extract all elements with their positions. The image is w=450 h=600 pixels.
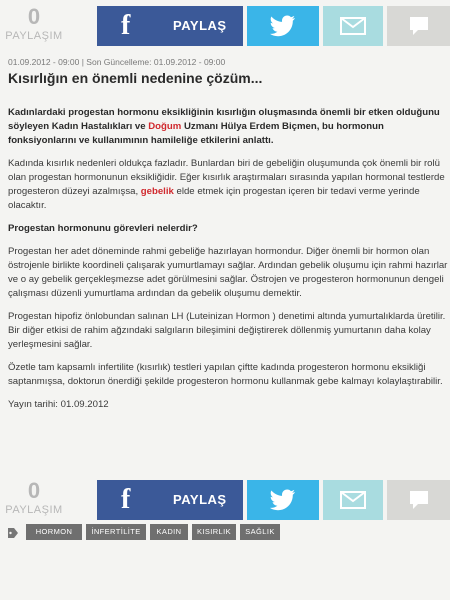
comment-button[interactable] (387, 480, 450, 520)
p1-text-1: Kadında kısırlık nedenleri oldukça fazladır. Bunlardan biri de gebeliğin oluşumunda çok önemli bir rolü olan progestan hormonunun eksikliğidir. Eğer kısırlık araştırmaları sırasında yapılan hormonal testlerde progesteron düzeyi azalmışsa, (8, 158, 445, 197)
share-bar-bottom (0, 480, 450, 520)
p1-text-2: elde etmek için progestan içeren bir tedavi verme yerinde olacaktır. (8, 186, 420, 211)
share-count (4, 6, 64, 46)
paragraph-4: Özetle tam kapsamlı infertilite (kısırlık) testleri yapılan çiftte kadında progesteron hormonu eksikliği saptanmışsa, doktorun önerdiği şekilde progesteron hormonu kullanmak gebe kalmayı kolaylaştırabilir. (8, 362, 443, 387)
tag-hormon[interactable]: HORMON (26, 524, 82, 540)
share-count (4, 480, 64, 520)
twitter-share-button[interactable] (247, 6, 319, 46)
share-count-label: PAYLAŞIM (5, 30, 63, 42)
share-count-label: PAYLAŞIM (5, 504, 63, 516)
facebook-share-button[interactable] (97, 6, 243, 46)
tag-icon (8, 528, 18, 538)
comment-button[interactable] (387, 6, 450, 46)
facebook-share-label: PAYLAŞ (173, 492, 227, 507)
facebook-share-label: PAYLAŞ (173, 18, 227, 33)
share-count-number: 0 (27, 478, 41, 503)
tag-saglik[interactable]: SAĞLIK (240, 524, 280, 540)
mail-share-button[interactable] (323, 480, 383, 520)
article-meta: 01.09.2012 - 09:00 | Son Güncelleme: 01.09.2012 - 09:00 (8, 57, 226, 67)
paragraph-2: Progestan her adet döneminde rahmi gebeliğe hazırlayan hormondur. Diğer önemli bir hormon olan östrojenle birlikte koordineli çalışarak yumurtlamayı sağlar. Ardından gebelik oluşumu için rahmi hazırlar ve o ay gebelik gerçekleşmezse adet görülmesini sağlar. Östrojen ve progesteron hormonunun dengeli çalışması düzenli yumurtlama ardından da gebelik oluşumu demektir. (8, 246, 448, 299)
facebook-share-button[interactable] (97, 480, 243, 520)
tag-kisirlik[interactable]: KISIRLIK (192, 524, 236, 540)
twitter-bird-icon (270, 489, 296, 511)
tag-kadin[interactable]: KADIN (150, 524, 188, 540)
facebook-icon: f (121, 10, 131, 41)
publish-date: Yayın tarihi: 01.09.2012 (8, 399, 109, 410)
article-subheading: Progestan hormonunu görevleri nelerdir? (8, 223, 198, 234)
mail-envelope-icon (340, 17, 366, 35)
mail-envelope-icon (340, 491, 366, 509)
tag-infertilite[interactable]: İNFERTİLİTE (86, 524, 146, 540)
twitter-bird-icon (270, 15, 296, 37)
link-dogum[interactable]: Doğum (148, 121, 182, 132)
article-body (8, 106, 450, 421)
facebook-icon: f (121, 484, 131, 515)
comment-bubble-icon (409, 490, 429, 510)
comment-bubble-icon (409, 16, 429, 36)
lead-text-2: Uzmanı Hülya Erdem Biçmen, bu hormonun fonksiyonlarını ve kullanımının hamileliğe etkilerini anlattı. (8, 121, 384, 146)
paragraph-1 (8, 157, 450, 213)
twitter-share-button[interactable] (247, 480, 319, 520)
share-count-number: 0 (27, 4, 41, 29)
article-title: Kısırlığın en önemli nedenine çözüm... (8, 70, 263, 86)
article-lead (8, 106, 450, 148)
lead-text-1: Kadınlardaki progestan hormonu eksikliğinin kısırlığın oluşmasında önemli bir etken olduğunu söyleyen Kadın Hastalıkları ve (8, 107, 440, 132)
mail-share-button[interactable] (323, 6, 383, 46)
share-bar-top (0, 6, 450, 46)
link-gebelik[interactable]: gebelik (140, 186, 174, 197)
paragraph-3: Progestan hipofiz önlobundan salınan LH (Luteinizan Hormon ) denetimi altında yumurtalıklarda üretilir. Bir diğer etkisi de rahim ağzındaki salgıların bileşimini değiştirerek döllenmiş yumurtanın daha kolay yerleşmesini sağlar. (8, 311, 446, 350)
